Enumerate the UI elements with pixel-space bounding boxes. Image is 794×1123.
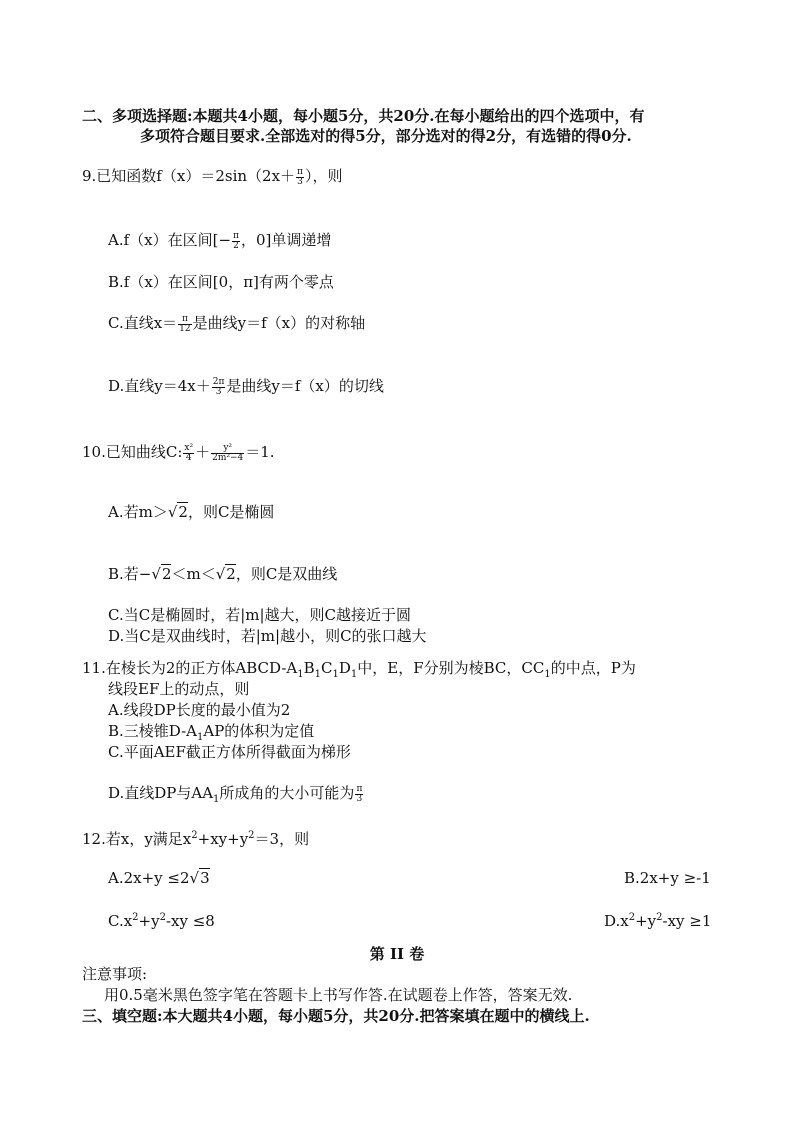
frac-den: 2 — [233, 240, 239, 251]
sqrt-symbol: √3 — [189, 869, 210, 887]
frac-den: 4 — [185, 452, 192, 463]
q10-option-d: D.当C是双曲线时，若|m|越小，则C的张口越大 — [108, 627, 427, 645]
q10-stem-text: 10.已知曲线C: — [82, 443, 183, 461]
subscript: 1 — [350, 669, 358, 680]
q9-option-b: B.f（x）在区间[0，π]有两个零点 — [108, 273, 334, 291]
q9-option-a — [108, 230, 331, 251]
sqrt-symbol: √2 — [151, 565, 172, 583]
q11-stem-line2: 线段EF上的动点，则 — [108, 680, 250, 698]
q10-stem-tail: ＝1. — [245, 443, 275, 461]
subscript: 1 — [332, 669, 339, 680]
frac-num: π — [356, 783, 363, 794]
q12-c-text: C.x — [108, 912, 133, 930]
q10-b-mid: ＜m＜ — [171, 565, 216, 583]
subscript: 1 — [314, 669, 321, 680]
q11-text: 11.在棱长为2的正方体ABCD-A — [82, 659, 298, 677]
frac-num: 2π — [212, 376, 225, 387]
frac-num: π — [233, 230, 239, 241]
q9-c-text: C.直线x＝ — [108, 314, 178, 332]
q10-option-c: C.当C是椭圆时，若|m|越大，则C越接近于圆 — [108, 606, 411, 624]
q12-option-b: B.2x+y ≥-1 — [624, 869, 711, 887]
q10-a-tail: ，则C是椭圆 — [187, 503, 275, 521]
q9-a-fraction — [232, 232, 240, 251]
q9-option-c — [108, 313, 365, 334]
q11-b-text: B.三棱锥D-A — [108, 722, 197, 740]
notice-label: 注意事项: — [82, 965, 148, 983]
q12-d-text: +y — [635, 912, 657, 930]
q9-option-d — [108, 376, 384, 397]
subscript: 1 — [297, 669, 304, 680]
section3-heading: 三、填空题:本大题共4小题，每小题5分，共20分.把答案填在题中的横线上. — [82, 1007, 590, 1025]
q10-stem — [82, 442, 275, 463]
frac-num: x² — [184, 442, 194, 453]
q9-a-tail: ，0]单调递增 — [240, 231, 332, 249]
frac-den: 12 — [179, 323, 191, 334]
q12-option-a — [108, 868, 210, 888]
q12-c-text: -xy ≤8 — [165, 912, 215, 930]
subscript: 1 — [197, 732, 204, 743]
section2-heading-line2: 多项符合题目要求.全部选对的得5分，部分选对的得2分，有选错的得0分. — [140, 127, 632, 145]
q9-stem-text: 9.已知函数f（x）＝2sin（2x＋ — [82, 167, 296, 185]
q12-d-text: -xy ≥1 — [662, 912, 712, 930]
sqrt-symbol: √2 — [167, 503, 188, 521]
frac-num: π — [297, 166, 303, 177]
q10-b-text: B.若− — [108, 565, 152, 583]
frac-den: 3 — [356, 793, 363, 804]
q9-c-tail: 是曲线y＝f（x）的对称轴 — [192, 314, 366, 332]
q11-option-c: C.平面AEF截正方体所得截面为梯形 — [108, 743, 351, 761]
q11-option-a: A.线段DP长度的最小值为2 — [108, 701, 291, 719]
q11-text: 的中点，P为 — [550, 659, 636, 677]
q10-plus: ＋ — [195, 443, 211, 461]
q12-c-text: +y — [138, 912, 160, 930]
superscript: 2 — [248, 830, 255, 841]
frac-num: y² — [211, 444, 244, 454]
q11-d-fraction — [355, 785, 363, 804]
q10-b-tail: ，则C是双曲线 — [235, 565, 338, 583]
q9-a-text: A.f（x）在区间[− — [108, 231, 232, 249]
radicand: 2 — [178, 503, 188, 521]
q11-d-mid: 所成角的大小可能为 — [219, 784, 355, 802]
q10-fraction-1 — [183, 444, 194, 463]
frac-den: 3 — [215, 386, 222, 397]
superscript: 2 — [191, 830, 198, 841]
radicand: 2 — [226, 565, 236, 583]
q9-stem-fraction — [296, 168, 304, 187]
q12-a-text: A.2x+y ≤2 — [108, 869, 190, 887]
q11-option-d — [108, 783, 364, 810]
q9-d-text: D.直线y＝4x＋ — [108, 377, 211, 395]
part2-title: 第 II 卷 — [369, 945, 425, 963]
q11-d-text: D.直线DP与AA — [108, 784, 214, 802]
q12-text: +xy+y — [197, 830, 249, 848]
q11-text: 中，E，F分别为棱BC，CC — [357, 659, 545, 677]
subscript: 1 — [544, 669, 551, 680]
q12-text: ＝3，则 — [254, 830, 310, 848]
q9-stem-tail: ），则 — [304, 167, 343, 185]
q9-d-tail: 是曲线y＝f（x）的切线 — [226, 377, 384, 395]
frac-den: 3 — [297, 176, 303, 187]
superscript: 2 — [159, 912, 166, 923]
q12-stem — [82, 826, 309, 849]
frac-den: 2m²−4 — [212, 452, 244, 463]
q12-text: 12.若x，y满足x — [82, 830, 192, 848]
notice-text: 用0.5毫米黑色签字笔在答题卡上书写作答.在试题卷上作答，答案无效. — [104, 986, 573, 1004]
q11-text: B — [303, 659, 315, 677]
frac-num: π — [178, 315, 191, 325]
q10-a-text: A.若m＞ — [108, 503, 168, 521]
section2-heading-line1: 二、多项选择题:本题共4小题，每小题5分，共20分.在每小题给出的四个选项中，有 — [82, 107, 645, 125]
q11-b-tail: AP的体积为定值 — [203, 722, 315, 740]
superscript: 2 — [628, 912, 636, 923]
q9-c-fraction — [178, 315, 191, 334]
superscript: 2 — [656, 912, 663, 923]
q10-option-b — [108, 564, 337, 584]
q12-d-text: D.x — [604, 912, 629, 930]
subscript: 1 — [213, 794, 220, 805]
q10-fraction-2 — [211, 444, 244, 463]
radicand: 2 — [161, 565, 172, 583]
q12-option-d — [604, 908, 711, 931]
q12-option-c — [108, 908, 215, 931]
radicand: 3 — [200, 869, 210, 887]
sqrt-symbol: √2 — [215, 565, 236, 583]
superscript: 2 — [132, 912, 139, 923]
q9-d-fraction — [212, 378, 226, 397]
q11-text: C — [321, 659, 333, 677]
q9-stem — [82, 166, 342, 187]
q11-text: D — [338, 659, 351, 677]
q10-option-a — [108, 502, 274, 522]
